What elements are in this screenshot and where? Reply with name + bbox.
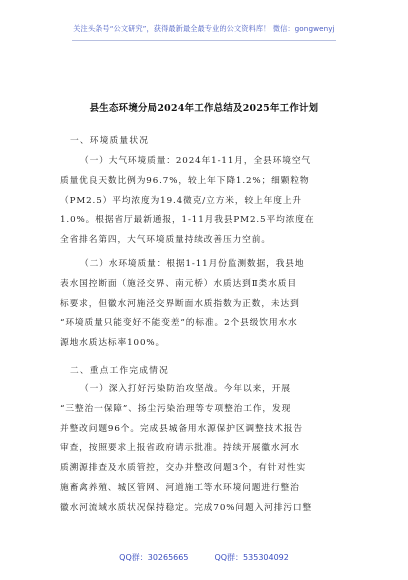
- paragraph-air-quality: [60, 152, 352, 251]
- document-title: 县生态环境分局2024年工作总结及2025年工作计划: [89, 103, 319, 114]
- text-line: 源地水质达标率100%。: [60, 338, 166, 349]
- paragraph-pollution-control: [60, 380, 352, 519]
- text-line: 1.0%。根据省厅最新通报，1-11月我县PM2.5平均浓度在: [60, 215, 315, 226]
- text-line: （一）大气环境质量：2024年1-11月，全县环境空气: [80, 156, 311, 166]
- text-line: 质溯源排查及水质管控，交办并整改问题3个，有针对性实: [60, 463, 307, 474]
- header-divider: [72, 40, 336, 41]
- text-line: “环境质量只能变好不能变差”的标准。2个县级饮用水水: [60, 318, 298, 329]
- text-line: （PM2.5）平均浓度为19.4微克/立方米，较上年度上升: [60, 195, 302, 206]
- section-heading-environment: 一、环境质量状况: [70, 136, 150, 146]
- paragraph-water-quality: [60, 255, 352, 354]
- text-line: 并整改问题96个。完成县城备用水源保护区调整技术报告: [60, 423, 303, 434]
- section-heading-key-work: 二、重点工作完成情况: [70, 366, 169, 376]
- qq-group-2: QQ群：535304092: [214, 553, 289, 562]
- text-line: 审查，按照要求上报省政府请示批准。持续开展徽水河水: [60, 443, 300, 454]
- text-line: 全省排名第四，大气环境质量持续改善压力空前。: [60, 235, 271, 246]
- text-line: 质量优良天数比例为96.7%，较上年下降1.2%；细颗粒物: [60, 175, 310, 186]
- text-line: 表水国控断面（施泾交界、南元桥）水质达到Ⅱ类水质目: [60, 278, 297, 289]
- header-banner: 关注头条号“公文研究”，获得最新最全最专业的公文资料库！ 微信：gongwenyj: [73, 24, 335, 33]
- text-line: “三整治一保障”、扬尘污染治理等专项整治工作，发现: [60, 403, 292, 414]
- footer-qq-groups: [0, 552, 408, 563]
- text-line: （二）水环境质量：根据1-11月份监测数据，我县地: [80, 259, 305, 269]
- text-line: 施畜禽养殖、城区管网、河道施工等水环境问题进行整治: [60, 482, 300, 493]
- text-line: （一）深入打好污染防治攻坚战。今年以来，开展: [80, 384, 291, 394]
- text-line: 标要求，但徽水河施泾交界断面水质指数为正数，未达到: [60, 298, 300, 309]
- text-line: 徽水河流域水质状况保持稳定。完成70%问题入河排污口整: [60, 502, 313, 513]
- qq-group-1: QQ群：30265665: [119, 553, 189, 562]
